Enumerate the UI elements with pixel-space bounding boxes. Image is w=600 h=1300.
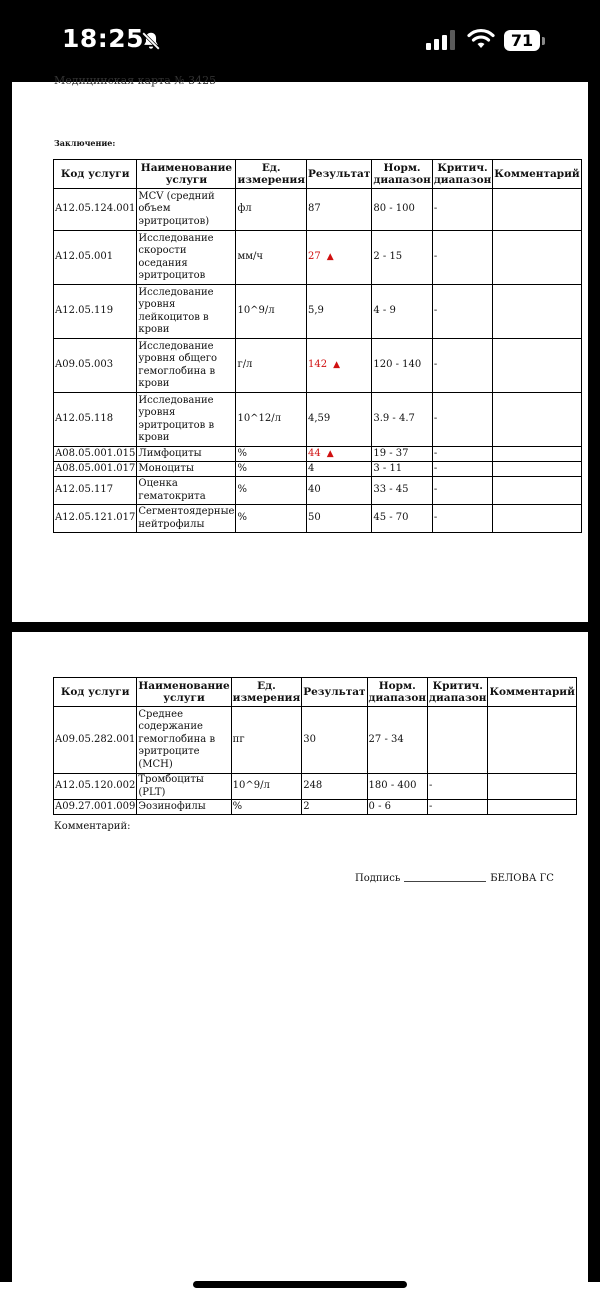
table-row: [54, 462, 582, 477]
table-row: [54, 447, 582, 462]
cellular-signal-icon: [426, 30, 456, 50]
cell-result: [307, 477, 372, 505]
cell-result: [307, 231, 372, 285]
cell-code: A08.05.001.017: [54, 462, 137, 477]
table-2-body: [54, 707, 577, 815]
signature-block: [355, 873, 554, 884]
result-value: 248: [303, 780, 323, 792]
cell-code: A09.05.003: [54, 339, 137, 393]
header-comment: Комментарий: [488, 678, 576, 707]
status-bar: [0, 0, 600, 82]
header-unit: Ед. измерения: [231, 678, 302, 707]
cell-norm: 3 - 11: [372, 462, 432, 477]
cell-unit: %: [236, 505, 307, 533]
cell-result: [302, 707, 367, 774]
cell-crit: -: [432, 477, 492, 505]
cell-crit: -: [432, 339, 492, 393]
result-value: 4,59: [308, 413, 331, 425]
document-page-2: [12, 632, 588, 1282]
cell-code: A09.27.001.009: [54, 800, 137, 815]
bell-muted-icon: [140, 30, 162, 52]
cell-name: Исследование уровня эритроцитов в крови: [137, 393, 236, 447]
cell-name: Моноциты: [137, 462, 236, 477]
cell-result: [307, 285, 372, 339]
signer-name: БЕЛОВА ГС: [490, 873, 554, 884]
wifi-icon: [467, 28, 495, 50]
cell-name: Лимфоциты: [137, 447, 236, 462]
cell-code: A12.05.121.017: [54, 505, 137, 533]
abnormal-up-arrow-icon: ▲: [326, 448, 334, 459]
cell-comment: [493, 505, 581, 533]
result-value: 50: [308, 512, 321, 524]
cell-crit: -: [428, 774, 488, 800]
result-value: 4: [308, 462, 315, 474]
conclusion-label: Заключение:: [54, 138, 116, 148]
cell-unit: г/л: [236, 339, 307, 393]
cell-comment: [493, 231, 581, 285]
cell-crit: -: [432, 462, 492, 477]
header-unit: Ед. измерения: [236, 160, 307, 189]
table-row: [54, 339, 582, 393]
cell-norm: 120 - 140: [372, 339, 432, 393]
cell-unit: фл: [236, 189, 307, 231]
table-row: [54, 505, 582, 533]
result-value: 40: [308, 484, 321, 496]
cell-code: A12.05.119: [54, 285, 137, 339]
header-name: Наименование услуги: [137, 160, 236, 189]
result-value: 44: [308, 447, 321, 459]
signature-label: Подпись: [355, 873, 401, 884]
result-value: 2: [303, 800, 310, 812]
table-row: [54, 231, 582, 285]
table-row: [54, 707, 577, 774]
header-crit: Критич. диапазон: [432, 160, 492, 189]
cell-comment: [493, 393, 581, 447]
cell-crit: -: [432, 505, 492, 533]
cell-name: Исследование скорости оседания эритроцитов: [137, 231, 236, 285]
cell-comment: [493, 447, 581, 462]
cell-result: [307, 189, 372, 231]
cell-unit: %: [231, 800, 302, 815]
cell-code: A12.05.120.002: [54, 774, 137, 800]
header-name: Наименование услуги: [137, 678, 231, 707]
cell-unit: %: [236, 447, 307, 462]
table-header-row: [54, 160, 582, 189]
cell-code: A08.05.001.015: [54, 447, 137, 462]
cell-norm: 2 - 15: [372, 231, 432, 285]
header-code: Код услуги: [54, 678, 137, 707]
result-value: 87: [308, 203, 321, 215]
cell-norm: 27 - 34: [367, 707, 427, 774]
table-row: [54, 189, 582, 231]
result-value: 27: [308, 251, 321, 263]
cell-code: A12.05.124.001: [54, 189, 137, 231]
cell-crit: -: [428, 800, 488, 815]
cell-code: A12.05.117: [54, 477, 137, 505]
table-header-row: [54, 678, 577, 707]
header-result: Результат: [307, 160, 372, 189]
cell-code: A12.05.118: [54, 393, 137, 447]
header-crit: Критич. диапазон: [428, 678, 488, 707]
cell-comment: [488, 707, 576, 774]
cell-unit: %: [236, 462, 307, 477]
cell-name: Эозинофилы: [137, 800, 231, 815]
cell-crit: -: [432, 285, 492, 339]
result-value: 142: [308, 359, 328, 371]
cell-unit: 10^12/л: [236, 393, 307, 447]
cell-unit: мм/ч: [236, 231, 307, 285]
battery-level: 71: [510, 31, 534, 50]
cell-name: Сегментоядерные нейтрофилы: [137, 505, 236, 533]
cell-comment: [493, 189, 581, 231]
lab-results-table-2: [53, 677, 577, 815]
cell-result: [307, 447, 372, 462]
cell-norm: 19 - 37: [372, 447, 432, 462]
document-page-1: [12, 74, 588, 622]
medical-card-header: Медицинская карта № 3425: [54, 74, 217, 87]
table-row: [54, 393, 582, 447]
signature-line: [404, 881, 486, 882]
cell-unit: 10^9/л: [231, 774, 302, 800]
battery-icon: [504, 30, 540, 51]
cell-comment: [493, 462, 581, 477]
header-norm: Норм. диапазон: [372, 160, 432, 189]
cell-comment: [488, 800, 576, 815]
cell-unit: %: [236, 477, 307, 505]
result-value: 5,9: [308, 305, 324, 317]
cell-code: A12.05.001: [54, 231, 137, 285]
abnormal-up-arrow-icon: ▲: [333, 360, 341, 371]
result-value: 30: [303, 733, 316, 745]
header-result: Результат: [302, 678, 367, 707]
cell-crit: -: [432, 231, 492, 285]
cell-comment: [493, 285, 581, 339]
cell-result: [307, 505, 372, 533]
cell-name: Исследование уровня лейкоцитов в крови: [137, 285, 236, 339]
cell-crit: -: [432, 393, 492, 447]
cell-result: [307, 462, 372, 477]
cell-norm: 33 - 45: [372, 477, 432, 505]
cell-unit: пг: [231, 707, 302, 774]
cell-name: Тромбоциты (PLT): [137, 774, 231, 800]
cell-comment: [493, 477, 581, 505]
cell-result: [307, 393, 372, 447]
cell-unit: 10^9/л: [236, 285, 307, 339]
header-norm: Норм. диапазон: [367, 678, 427, 707]
cell-crit: [428, 707, 488, 774]
cell-result: [307, 339, 372, 393]
header-comment: Комментарий: [493, 160, 581, 189]
cell-result: [302, 774, 367, 800]
cell-norm: 0 - 6: [367, 800, 427, 815]
lab-results-table-1: [53, 159, 582, 533]
cell-code: A09.05.282.001: [54, 707, 137, 774]
cell-crit: -: [432, 189, 492, 231]
abnormal-up-arrow-icon: ▲: [326, 252, 334, 263]
table-row: [54, 774, 577, 800]
cell-result: [302, 800, 367, 815]
table-row: [54, 477, 582, 505]
table-1-body: [54, 189, 582, 533]
home-indicator[interactable]: [193, 1281, 407, 1288]
cell-comment: [488, 774, 576, 800]
cell-name: MCV (средний объем эритроцитов): [137, 189, 236, 231]
cell-crit: -: [432, 447, 492, 462]
cell-norm: 45 - 70: [372, 505, 432, 533]
cell-name: Оценка гематокрита: [137, 477, 236, 505]
battery-tip: [542, 37, 545, 45]
table-row: [54, 285, 582, 339]
cell-norm: 3.9 - 4.7: [372, 393, 432, 447]
cell-name: Среднее содержание гемоглобина в эритроците (MCH): [137, 707, 231, 774]
cell-name: Исследование уровня общего гемоглобина в крови: [137, 339, 236, 393]
clock-time: 18:25: [62, 24, 145, 53]
cell-norm: 180 - 400: [367, 774, 427, 800]
comment-label: Комментарий:: [54, 821, 131, 832]
cell-comment: [493, 339, 581, 393]
table-row: [54, 800, 577, 815]
header-code: Код услуги: [54, 160, 137, 189]
cell-norm: 80 - 100: [372, 189, 432, 231]
cell-norm: 4 - 9: [372, 285, 432, 339]
